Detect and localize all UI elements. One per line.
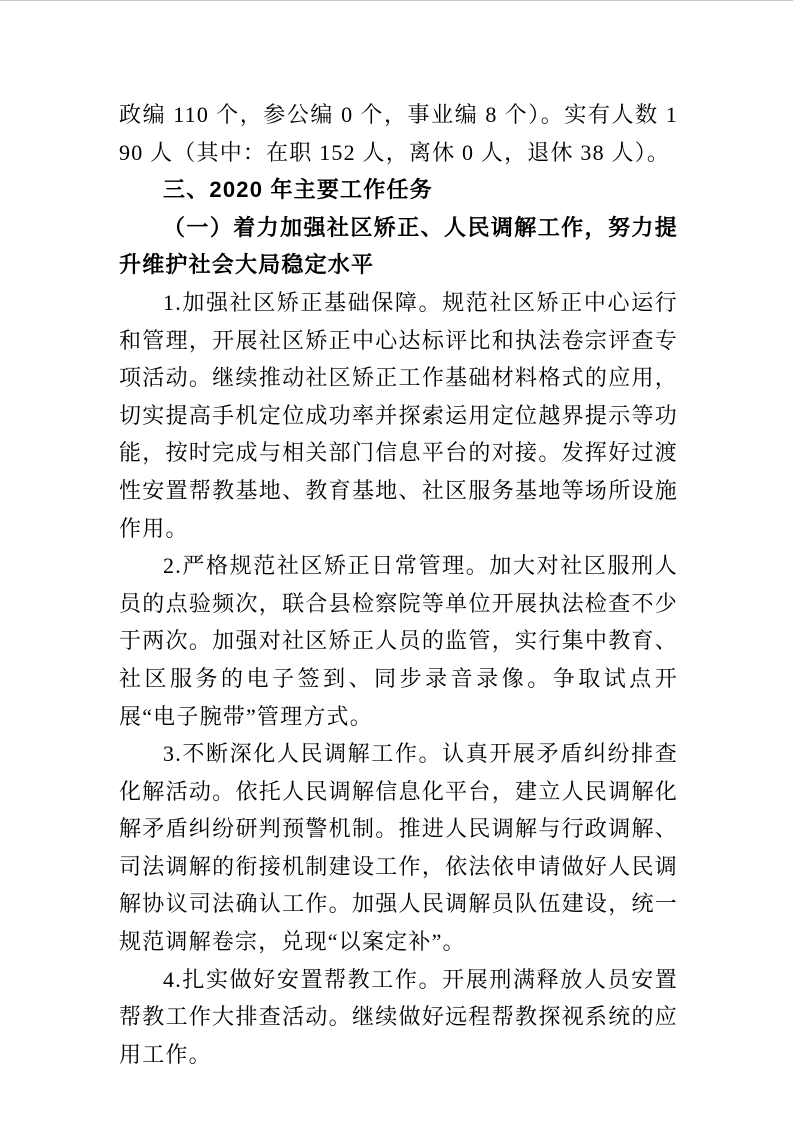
paragraph-item-3: 3.不断深化人民调解工作。认真开展矛盾纠纷排查化解活动。依托人民调解信息化平台，建立人民调解化解矛盾纠纷研判预警机制。推进人民调解与行政调解、司法调解的衔接机制建设工作，依法依申请做好人民调解协议司法确认工作。加强人民调解员队伍建设，统一规范调解卷宗，兑现“以案定补”。 <box>119 741 678 955</box>
section-heading: 三、2020 年主要工作任务 <box>163 177 433 203</box>
paragraph-item-2: 2.严格规范社区矫正日常管理。加大对社区服刑人员的点验频次，联合县检察院等单位开展执法检查不少于两次。加强对社区矫正人员的监管，实行集中教育、社区服务的电子签到、同步录音录像。争取试点开展“电子腕带”管理方式。 <box>119 553 678 729</box>
paragraph-continuation: 政编 110 个，参公编 0 个，事业编 8 个）。实有人数 190 人（其中：在职 152 人，离休 0 人，退休 38 人）。 <box>119 102 678 165</box>
document-text-block <box>119 96 678 1073</box>
subsection-heading: （一）着力加强社区矫正、人民调解工作，努力提升维护社会大局稳定水平 <box>119 214 678 278</box>
paragraph-item-1: 1.加强社区矫正基础保障。规范社区矫正中心运行和管理，开展社区矫正中心达标评比和执法卷宗评查专项活动。继续推动社区矫正工作基础材料格式的应用，切实提高手机定位成功率并探索运用定位越界提示等功能，按时完成与相关部门信息平台的对接。发挥好过渡性安置帮教基地、教育基地、社区服务基地等场所设施作用。 <box>119 289 678 541</box>
paragraph-item-4: 4.扎实做好安置帮教工作。开展刑满释放人员安置帮教工作大排查活动。继续做好远程帮教探视系统的应用工作。 <box>119 966 678 1067</box>
